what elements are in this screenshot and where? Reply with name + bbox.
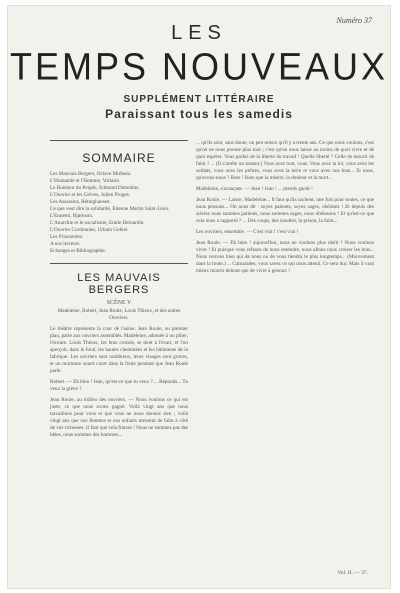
right-paragraph: ... qu'ils sont, sans doute, un peu mieux qu'il y a trente ans. Ce que nous voulons, c'est qu'on ne nous prenne plus tout ; c'est qu'on nous laisse au moins de quoi vivre et de quoi espérer. Vous parlez de la liberté du travail ! Quelle liberté ? Celle de mourir de faim ? ... (Il s'arrête un instant.) Vous avez tout, vous. Vous avez la loi, vous avez les soldats, vous avez les prêtres, vous avez la terre et vous avez nos bras... Et nous, qu'avons-nous ? Rien ! Rien que la misère, la douleur et la mort... (196, 140, 375, 181)
sommaire-item: Échanges et Bibliographie. (50, 248, 107, 254)
sommaire-item: L'Ennemi, Bjørnson. (50, 213, 94, 219)
sommaire-item: L'Ouvrier et les Grèves, Julien Proges. (50, 192, 131, 198)
masthead-title: TEMPS NOUVEAUX (9, 44, 389, 88)
right-paragraph: Jean Roule. — Laisse, Madeleine... Il faut qu'ils sachent, une fois pour toutes, ce que nous pensons... On nous dit : soyez patients, soyez sages, obéissez ! Et depuis des siècles nous sommes patients, nous sommes sages, nous obéissons ! Et qu'est-ce que cela nous a rapporté ? ... Des coups, des insultes, la prison, la faim... (196, 197, 374, 224)
left-paragraph: Jean Roule, au milieu des ouvriers. — Nous voulons ce qui est juste, ce que nous avons gagné. Voilà vingt ans que nous travaillons pour vous et que vous ne nous donnez rien ; voilà vingt ans que nos femmes et nos enfants meurent de faim à côté de vos richesses. Il faut que cela finisse ! Nous ne sommes pas des bêtes, nous sommes des hommes... (50, 397, 189, 438)
sommaire-item: A nos lecteurs. (50, 241, 81, 247)
left-paragraph: Robert. — Eh bien ! Jean, qu'est-ce que tu veux ? ... Réponds... Tu veux la grève ? (50, 379, 188, 392)
left-column (50, 140, 188, 439)
sommaire-item: Les Assassins, Rétinghausen. (50, 199, 111, 205)
sommaire-title: SOMMAIRE (82, 151, 156, 165)
sommaire-item: L'Humanité et l'Homme, Voltaire. (50, 178, 121, 184)
right-paragraph: Jean Roule. — Eh bien ! aujourd'hui, nous ne voulons plus obéir ! Nous voulons vivre ! Et puisque vous refusez de nous entendre, nous allons nous croiser les bras... Nous verrons bien qui de nous ou de vous tiendra le plus longtemps... (Mouvement dans la foule.) ... Camarades, vous savez ce qui nous attend. Ce sera dur. Mais il vaut mieux mourir debout que de vivre à genoux ! (196, 240, 374, 274)
masthead-subtitle: SUPPLÉMENT LITTÉRAIRE (123, 94, 275, 105)
divider (50, 263, 188, 264)
right-column (196, 140, 374, 275)
masthead-les: LES (171, 22, 227, 44)
sommaire-item: Les Prisonniers. (50, 234, 84, 240)
sommaire-item: Les Mauvais Bergers, Octave Mirbeau. (50, 171, 132, 177)
masthead-tagline: Paraissant tous les samedis (105, 107, 293, 121)
divider (50, 140, 188, 141)
page-reference: Vol. II. — 37. (337, 570, 368, 576)
sommaire-item: L'Ouvrier Cordonnier, Urbain Gohier. (50, 227, 129, 233)
characters-list: Madeleine, Robert, Jean Roule, Louis Thieux, et des autres Ouvriers. (57, 308, 181, 321)
sommaire-item: Ce que veut dire la solidarité, Étienne Martin Saint-Léon. (50, 206, 170, 212)
left-paragraph: Le théâtre représente la cour de l'usine. Jean Roule, au premier plan, parle aux ouvriers assemblés. Madeleine, adossée à un pilier, l'écoute. Louis Thieux, les bras croisés, se tient à l'écart, et l'on aperçoit, dans le fond, les hautes cheminées et les bâtiments de la fabrique. Les ouvriers sont nombreux, leurs visages sont graves, et un murmure sourd court dans la foule pendant que Jean Roule parle. (50, 326, 188, 374)
scene-heading: SCÈNE V (106, 300, 132, 306)
newspaper-page (8, 6, 390, 588)
sommaire-list (50, 171, 188, 255)
sommaire-item: Le Bonheur du Peuple, Edmond Demolins. (50, 185, 140, 191)
sommaire-item: L'Anarchie et le socialisme, Emile Bernardin. (50, 220, 145, 226)
right-paragraph: Les ouvriers, ensemble. — C'est vrai ! c'est vrai ! (196, 229, 299, 235)
right-paragraph: Madeleine, s'avançant. — Jean ! Jean ! ... prends garde ! (196, 186, 313, 192)
article-title: LES MAUVAIS BERGERS (77, 272, 161, 296)
issue-number: Numéro 37 (336, 16, 372, 25)
